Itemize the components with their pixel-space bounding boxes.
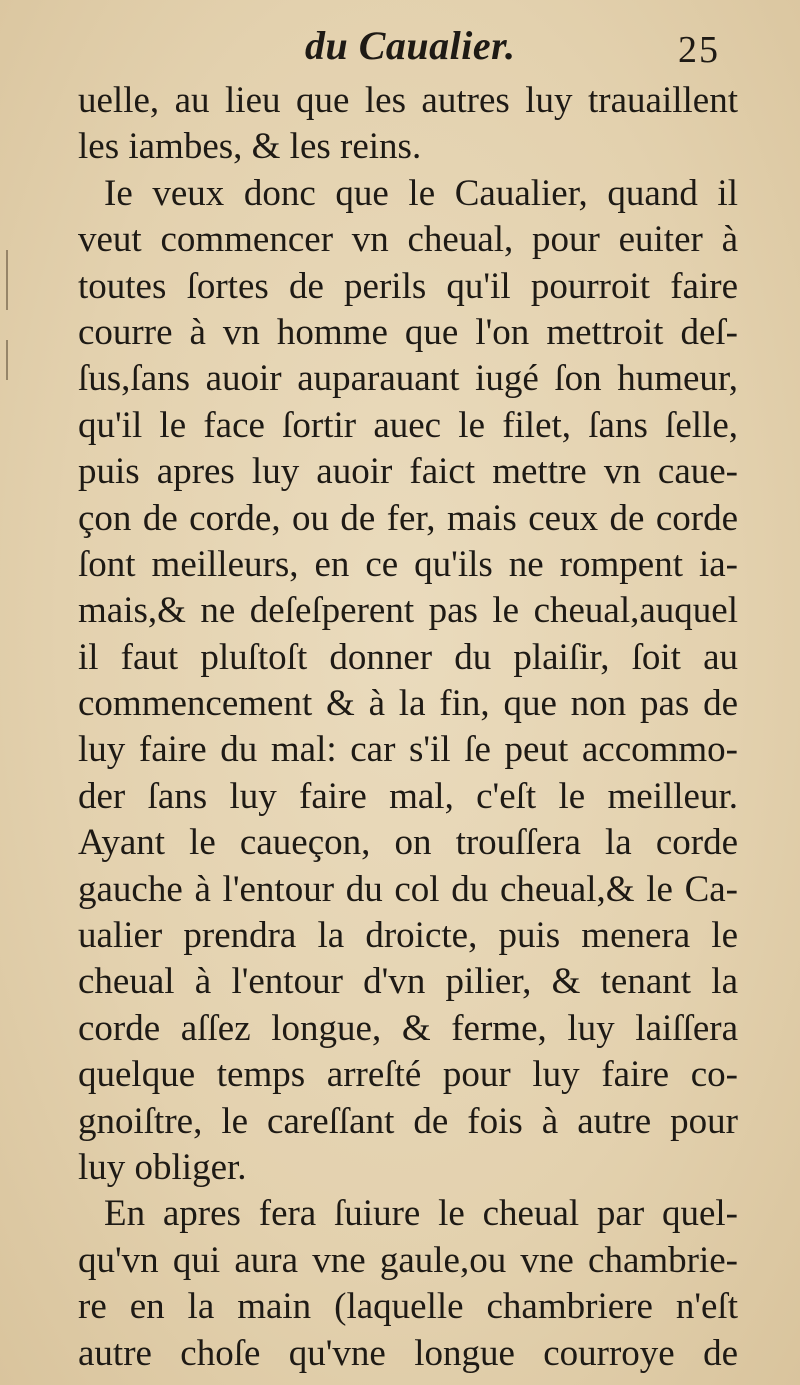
text-line: qu'il le face ſortir auec le filet, ſans ſelle, (78, 404, 738, 446)
text-line: Ie veux donc que le Caualier, quand il (104, 172, 738, 214)
text-line: commencement & à la fin, que non pas de (78, 683, 738, 725)
text-line: cheual à l'entour d'vn pilier, & tenant la (78, 961, 738, 1003)
text-line: luy obliger. (78, 1146, 247, 1188)
text-line: corde aſſez longue, & ferme, luy laiſſera (78, 1007, 738, 1049)
text-line: ſont meilleurs, en ce qu'ils ne rompent ia- (78, 543, 738, 585)
text-line: ualier prendra la droicte, puis menera le (78, 915, 738, 957)
text-line: der ſans luy faire mal, c'eſt le meilleur. (78, 775, 738, 817)
text-line: uelle, au lieu que les autres luy trauaillent (78, 80, 738, 121)
margin-mark (6, 250, 8, 310)
text-line: qu'vn qui aura vne gaule,ou vne chambrie- (78, 1239, 738, 1281)
text-line: En apres fera ſuiure le cheual par quel- (104, 1193, 738, 1235)
text-line: mais,& ne deſeſperent pas le cheual,auquel (78, 590, 738, 632)
page-number: 25 (678, 29, 720, 71)
text-line: veut commencer vn cheual, pour euiter à (78, 219, 738, 261)
text-line: re en la main (laquelle chambriere n'eſt (78, 1286, 738, 1328)
running-title: du Caualier. (305, 23, 516, 68)
body-text (78, 78, 738, 1377)
text-line: ſus,ſans auoir auparauant iugé ſon humeur, (78, 358, 738, 400)
text-line: les iambes, & les reins. (78, 126, 422, 168)
text-line: gnoiſtre, le careſſant de fois à autre pour (78, 1100, 738, 1142)
text-line: Ayant le caueçon, on trouſſera la corde (78, 822, 738, 864)
text-line: courre à vn homme que l'on mettroit deſ- (78, 311, 738, 353)
text-line: gauche à l'entour du col du cheual,& le Ca- (78, 868, 738, 910)
text-line: çon de corde, ou de fer, mais ceux de corde (78, 497, 738, 539)
text-line: il faut pluſtoſt donner du plaiſir, ſoit au (78, 636, 738, 678)
text-line: toutes ſortes de perils qu'il pourroit faire (78, 265, 738, 307)
text-line: puis apres luy auoir faict mettre vn caue- (78, 451, 738, 493)
text-line: quelque temps arreſté pour luy faire co- (78, 1054, 738, 1096)
page-header (0, 22, 800, 82)
text-line: luy faire du mal: car s'il ſe peut accommo- (78, 729, 738, 771)
margin-mark (6, 340, 8, 380)
text-line: autre choſe qu'vne longue courroye de (78, 1332, 738, 1374)
